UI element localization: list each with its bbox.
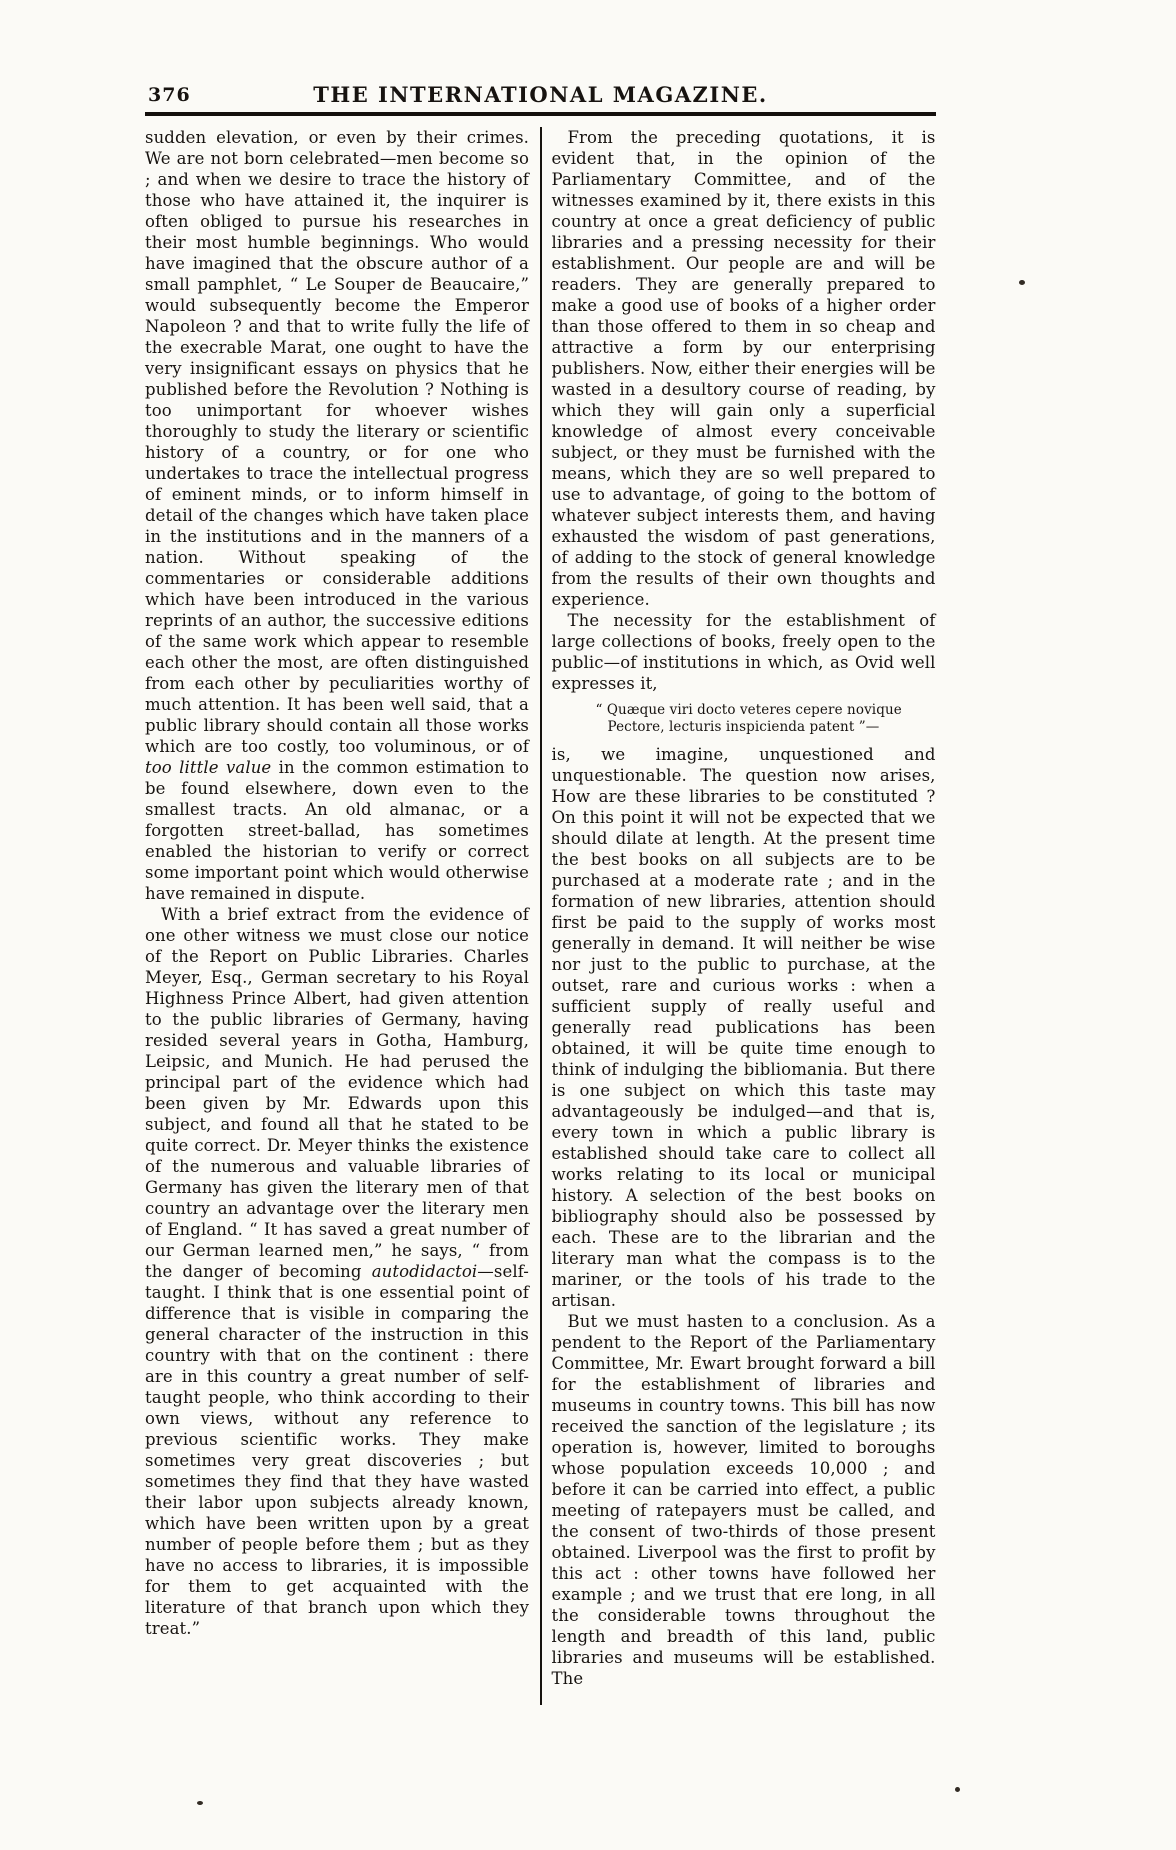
paragraph: is, we imagine, unquestioned and unquestionable. The question now arises, How are these libraries to be constituted ? On this point it will not be expected that we should dilate at length. At the present time the best books on all subjects are to be purchased at a moderate rate ; and in the formation of new libraries, attention should first be paid to the supply of works most generally in demand. It will neither be wise nor just to the public to purchase, at the outset, rare and curious works : when a sufficient supply of really useful and generally read publications has been obtained, it will be quite time enough to think of indulging the bibliomania. But there is one subject on which this taste may advantageously be indulged—and that is, every town in which a public library is established should take care to collect all works relating to its local or municipal history. A selection of the best books on bibliography should also be possessed by each. These are to the librarian and the literary man what the compass is to the mariner, or the tools of his trade to the artisan. [551,745,936,1310]
page-title: THE INTERNATIONAL MAGAZINE. [313,82,768,107]
ink-speck [955,1787,960,1792]
paragraph: The necessity for the establishment of large collections of books, freely open to the public—of institutions in which, as Ovid well expresses it, [551,611,936,693]
quote-line: Pectore, lecturis inspicienda patent ”— [607,719,880,735]
header-rule [145,112,936,116]
text-columns [145,127,936,1705]
italic-term: autodidactoi [371,1262,478,1281]
latin-quote [596,702,936,736]
right-column [552,127,936,1689]
column-divider [540,127,542,1705]
page-number: 376 [148,84,191,106]
paragraph: With a brief extract from the evidence of one other witness we must close our notice of the Report on Public Libraries. Charles Meyer, Esq., German secretary to his Royal Highness Prince Albert, had given attention to the public libraries of Germany, having resided several years in Gotha, Hamburg, Leipsic, and Munich. He had perused the principal part of the evidence which had been given by Mr. Edwards upon this subject, and found all that he stated to be quite correct. Dr. Meyer thinks the existence of the numerous and valuable libraries of Germany has given the literary men of that country an advantage over the literary men of England. “ It has saved a great number of our German learned men,” he says, “ from the danger of becoming autodidactoi—self-taught. I think that is one essential point of difference that is visible in comparing the general character of the instruction in this country with that on the continent : there are in this country a great number of self-taught people, who think according to their own views, without any reference to previous scientific works. They make sometimes very great discoveries ; but sometimes they find that they have wasted their labor upon subjects already known, which have been written upon by a great number of people before them ; but as they have no access to libraries, it is impossible for them to get acquainted with the literature of that branch upon which they treat.” [145,905,529,1638]
paragraph: But we must hasten to a conclusion. As a pendent to the Report of the Parliamentary Committee, Mr. Ewart brought forward a bill for the establishment of libraries and museums in country towns. This bill has now received the sanction of the legislature ; its operation is, however, limited to boroughs whose population exceeds 10,000 ; and before it can be carried into effect, a public meeting of ratepayers must be called, and the consent of two-thirds of those present obtained. Liverpool was the first to profit by this act : other towns have followed her example ; and we trust that ere long, in all the considerable towns throughout the length and breadth of this land, public libraries and museums will be established. The [551,1312,936,1688]
quote-line: “ Quæque viri docto veteres cepere novique [595,702,902,718]
ink-speck [1019,280,1025,285]
italic-term: too little value [145,758,272,777]
paragraph: From the preceding quotations, it is evident that, in the opinion of the Parliamentary Committee, and of the witnesses examined by it, there exists in this country at once a great deficiency of public libraries and a pressing necessity for their establishment. Our people are and will be readers. They are generally prepared to make a good use of books of a higher order than those offered to them in so cheap and attractive a form by our enterprising publishers. Now, either their energies will be wasted in a desultory course of reading, by which they will gain only a superficial knowledge of almost every conceivable subject, or they must be furnished with the means, which they are so well prepared to use to advantage, of going to the bottom of whatever subject interests them, and having exhausted the wisdom of past generations, of adding to the stock of general knowledge from the results of their own thoughts and experience. [551,128,936,609]
ink-speck [197,1801,203,1805]
paragraph: sudden elevation, or even by their crimes. We are not born celebrated—men become so ; and when we desire to trace the history of those who have attained it, the inquirer is often obliged to pursue his researches in their most humble beginnings. Who would have imagined that the obscure author of a small pamphlet, “ Le Souper de Beaucaire,” would subsequently become the Emperor Napoleon ? and that to write fully the life of the execrable Marat, one ought to have the very insignificant essays on physics that he published before the Revolution ? Nothing is too unimportant for whoever wishes thoroughly to study the literary or scientific history of a country, or for one who undertakes to trace the intellectual progress of eminent minds, or to inform himself in detail of the changes which have taken place in the institutions and in the manners of a nation. Without speaking of the commentaries or considerable additions which have been introduced in the various reprints of an author, the successive editions of the same work which appear to resemble each other the most, are often distinguished from each other by peculiarities worthy of much attention. It has been well said, that a public library should contain all those works which are too costly, too voluminous, or of too little value in the common estimation to be found elsewhere, down even to the smallest tracts. An old almanac, or a forgotten street-ballad, has sometimes enabled the historian to verify or correct some important point which would otherwise have remained in dispute. [145,128,529,903]
left-column [145,127,529,1639]
